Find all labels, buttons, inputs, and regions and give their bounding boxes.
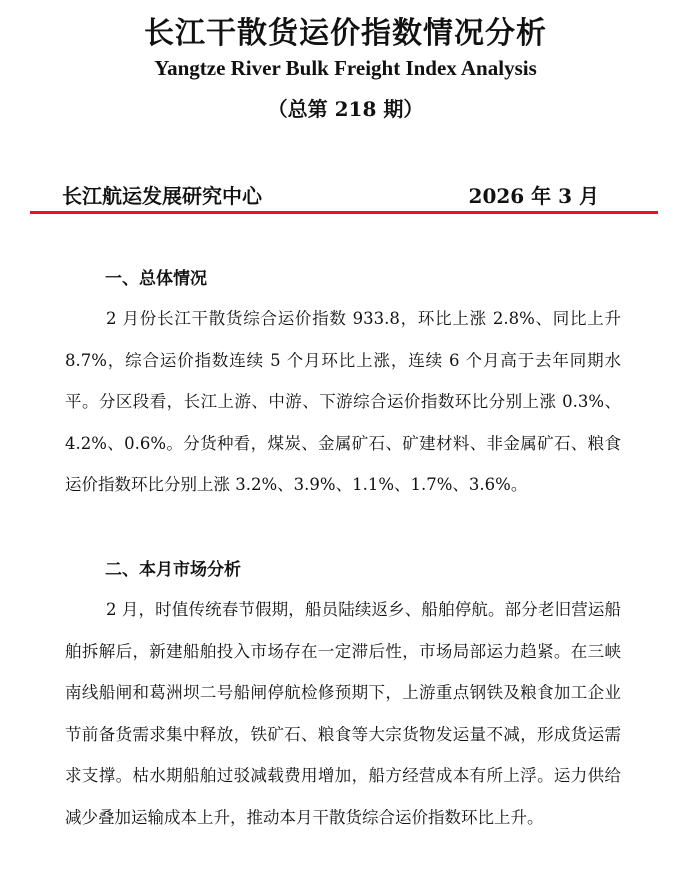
report-title-cn: 长江干散货运价指数情况分析 xyxy=(144,16,547,51)
red-divider xyxy=(30,211,658,214)
section-paragraph-overview: 2 月份长江干散货综合运价指数 933.8，环比上涨 2.8%、同比上升 8.7%，综合运价指数连续 5 个月环比上涨，连续 6 个月高于去年同期水平。分区段看，长江上游、中游、下游综合运价指数环比分别上涨 0.3%、4.2%、0.6%。分货种看，煤炭、金属矿石、矿建材料、非金属矿石、粮食运价指数环比分别上涨 3.2%、3.9%、1.1%、1.7%、3.6%。 xyxy=(65,309,621,495)
report-date: 2026 年 3 月 xyxy=(468,184,599,208)
section-heading-overview: 一、总体情况 xyxy=(105,269,207,289)
section-paragraph-market-analysis: 2 月，时值传统春节假期，船员陆续返乡、船舶停航。部分老旧营运船舶拆解后，新建船舶投入市场存在一定滞后性，市场局部运力趋紧。在三峡南线船闸和葛洲坝二号船闸停航检修预期下，上游重点钢铁及粮食加工企业节前备货需求集中释放，铁矿石、粮食等大宗货物发运量不减，形成货运需求支撑。枯水期船舶过驳减载费用增加，船方经营成本有所上浮。运力供给减少叠加运输成本上升，推动本月干散货综合运价指数环比上升。 xyxy=(65,600,621,827)
report-title-en: Yangtze River Bulk Freight Index Analysis xyxy=(154,56,537,80)
issue-number: （总第 218 期） xyxy=(267,97,424,121)
organization-name: 长江航运发展研究中心 xyxy=(62,184,262,208)
section-heading-market-analysis: 二、本月市场分析 xyxy=(105,560,241,580)
